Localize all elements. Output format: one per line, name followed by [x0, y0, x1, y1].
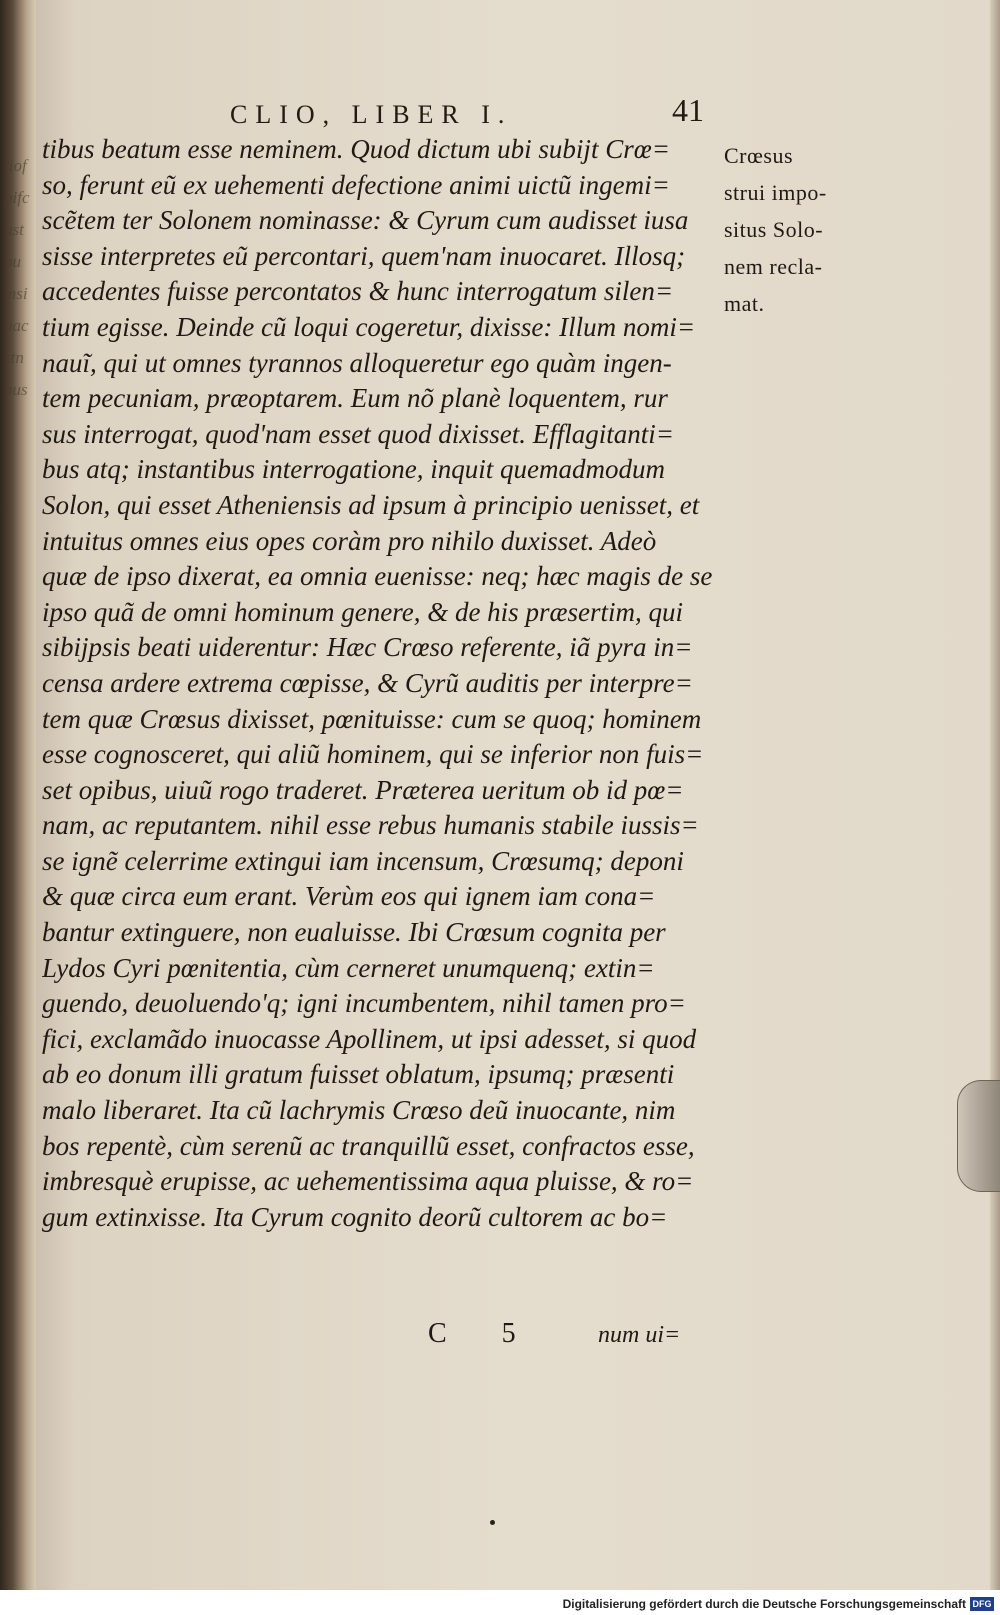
text-line: guendo, deuoluendo'q; igni incumbentem, nihil tamen pro=: [42, 988, 686, 1019]
ink-speck: [490, 1520, 495, 1525]
folio-number: 41: [672, 92, 704, 128]
text-line: malo liberaret. Ita cũ lachrymis Crœso deũ inuocante, nim: [42, 1095, 676, 1126]
page-right-edge: [990, 0, 1000, 1590]
funding-credit: Digitalisierung gefördert durch die Deutsche Forschungsgemeinschaft: [562, 1597, 966, 1611]
text-line: bantur extinguere, non eualuisse. Ibi Crœsum cognita per: [42, 917, 666, 948]
margin-note-line: Crœsus: [724, 143, 794, 168]
text-line: set opibus, uiuũ rogo traderet. Præterea ueritum ob id pœ=: [42, 774, 684, 805]
text-line: tibus beatum esse neminem. Quod dictum ubi subijt Crœ=: [42, 134, 670, 164]
text-line: Lydos Cyri pœnitentia, cùm cerneret unumquenq; extin=: [42, 952, 655, 983]
page-clip-tab: [957, 1080, 1000, 1192]
text-line: imbresquè erupisse, ac uehementissima aqua pluisse, & ro=: [42, 1166, 694, 1197]
text-line: accedentes fuisse percontatos & hunc interrogatum silen=: [42, 276, 674, 307]
text-line: ipso quã de omni hominum genere, & de his præsertim, qui: [42, 596, 683, 627]
signature-mark: C 5: [428, 1318, 540, 1349]
text-line: sisse interpretes eũ percontari, quem'nam inuocaret. Illosq;: [42, 240, 686, 271]
text-line: sibijpsis beati uiderentur: Hæc Crœso referente, iã pyra in=: [42, 632, 693, 663]
text-line: nam, ac reputantem. nihil esse rebus humanis stabile iussis=: [42, 810, 699, 841]
margin-note-line: nem recla-: [724, 254, 823, 279]
text-line: tem quæ Crœsus dixisset, pœnituisse: cum se quoq; hominem: [42, 703, 702, 734]
margin-note-line: strui impo-: [724, 180, 827, 205]
margin-note-line: situs Solo-: [724, 217, 824, 242]
text-line: bus atq; instantibus interrogatione, inquit quemadmodum: [42, 454, 665, 485]
text-line: nauĩ, qui ut omnes tyrannos alloqueretur ego quàm ingen-: [42, 347, 672, 378]
text-line: & quæ circa eum erant. Verùm eos qui ignem iam cona=: [42, 881, 656, 912]
text-line: quæ de ipso dixerat, ea omnia euenisse: neq; hæc magis de se: [42, 561, 712, 592]
catchword: num ui=: [598, 1322, 681, 1348]
text-line: Solon, qui esset Atheniensis ad ipsum à principio uenisset, et: [42, 489, 700, 520]
text-line: intuitus omnes eius opes coràm pro nihilo duxisset. Adeò: [42, 525, 657, 556]
text-line: gum extinxisse. Ita Cyrum cognito deorũ cultorem ac bo=: [42, 1201, 668, 1232]
text-line: tem pecuniam, præoptarem. Eum nõ planè loquentem, rur: [42, 383, 668, 414]
footer-bar: [0, 1590, 1000, 1615]
text-line: sus interrogat, quod'nam esset quod dixisset. Efflagitanti=: [42, 418, 674, 449]
text-line: fici, exclamãdo inuocasse Apollinem, ut ipsi adesset, si quod: [42, 1023, 697, 1054]
margin-note-line: mat.: [724, 291, 765, 316]
text-line: tium egisse. Deinde cũ loqui cogeretur, dixisse: Illum nomi=: [42, 311, 696, 342]
text-line: se ignẽ celerrime extingui iam incensum, Crœsumq; deponi: [42, 845, 684, 876]
text-line: bos repentè, cùm serenũ ac tranquillũ esset, confractos esse,: [42, 1130, 695, 1161]
marginal-note: [724, 137, 827, 322]
text-line: so, ferunt eũ ex uehementi defectione animi uictũ ingemi=: [42, 169, 670, 200]
gutter-text-fragment: tiofpifcustoumsiuacstnaus: [4, 156, 30, 399]
text-line: ab eo donum illi gratum fuisset oblatum, ipsumq; præsenti: [42, 1059, 675, 1090]
running-title: CLIO, LIBER I.: [230, 100, 513, 129]
text-line: censa ardere extrema cœpisse, & Cyrũ auditis per interpre=: [42, 667, 693, 698]
text-line: esse cognosceret, qui aliũ hominem, qui se inferior non fuis=: [42, 739, 704, 770]
adjacent-page-gutter: [0, 0, 36, 1590]
text-line: scẽtem ter Solonem nominasse: & Cyrum cum audisset iusa: [42, 205, 689, 236]
dfg-logo-icon: DFG: [970, 1597, 994, 1611]
main-text-block: [42, 132, 712, 1235]
